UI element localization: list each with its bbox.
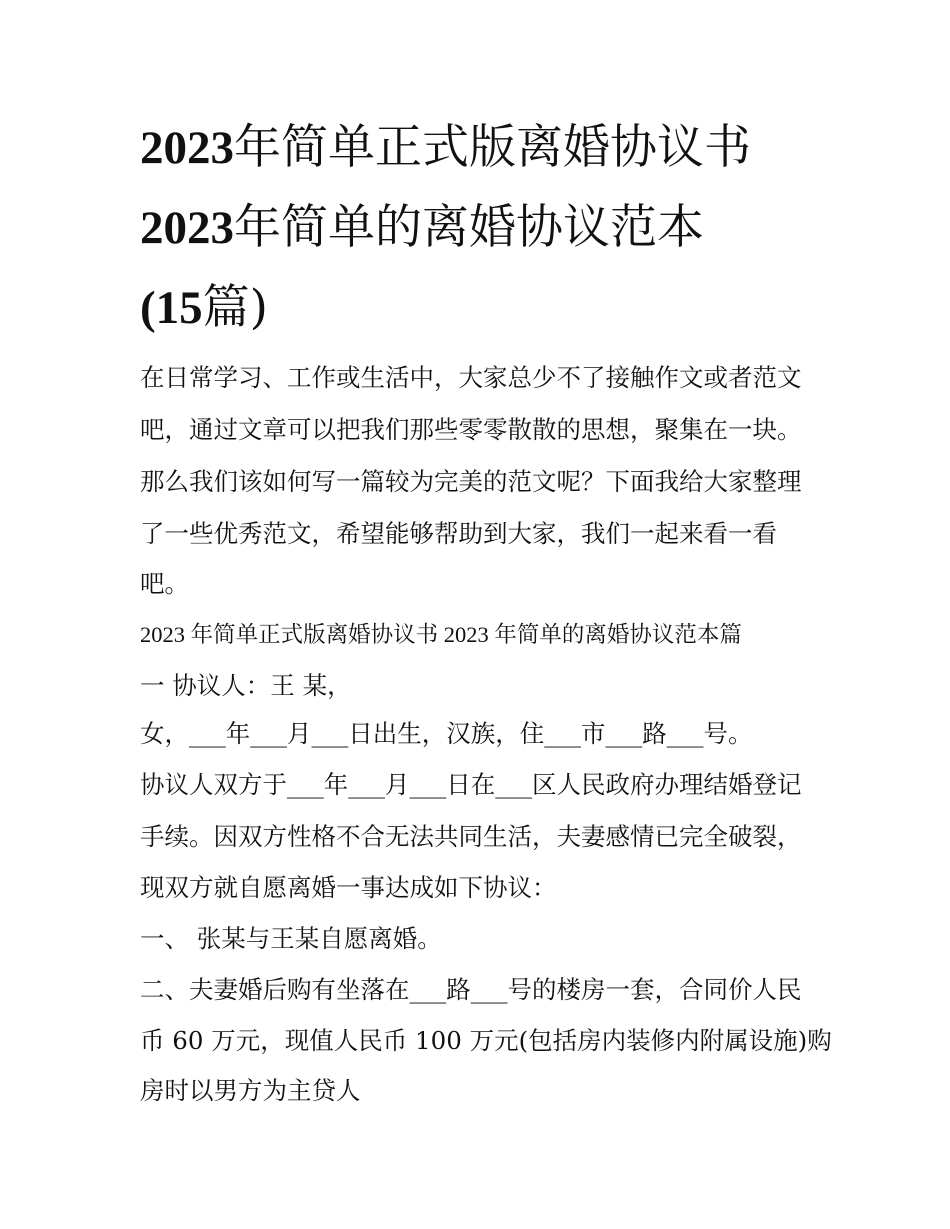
body-line: 协议人双方于___年___月___日在___区人民政府办理结婚登记 bbox=[140, 770, 802, 799]
body-line: 一 协议人：王 某， bbox=[140, 671, 352, 700]
body-line: 现双方就自愿离婚一事达成如下协议： bbox=[140, 873, 557, 902]
document-title-line-2 bbox=[140, 200, 830, 255]
body-line: 二、夫妻婚后购有坐落在___路___号的楼房一套，合同价人民 bbox=[140, 975, 802, 1004]
title-count: (15 bbox=[140, 282, 203, 334]
body-line: 女，___年___月___日出生，汉族，住___市___路___号。 bbox=[140, 719, 753, 748]
document-title-line-3 bbox=[140, 280, 830, 335]
title-year-2: 2023 bbox=[140, 202, 234, 254]
body-line: 币 60 万元，现值人民币 100 万元(包括房内装修内附属设施)购 bbox=[140, 1026, 832, 1055]
body-line: 一、 张某与王某自愿离婚。 bbox=[140, 924, 442, 953]
title-year-1: 2023 bbox=[140, 122, 234, 174]
title-text-3: 篇) bbox=[202, 280, 268, 335]
body-line: 房时以男方为主贷人 bbox=[140, 1076, 361, 1105]
title-text-2: 年简单的离婚协议范本 bbox=[234, 200, 704, 255]
section-heading-line: 2023 年简单正式版离婚协议书 2023 年简单的离婚协议范本篇 bbox=[140, 622, 742, 647]
intro-line: 吧。 bbox=[140, 569, 189, 598]
intro-line: 那么我们该如何写一篇较为完美的范文呢？下面我给大家整理 bbox=[140, 467, 802, 496]
intro-line: 吧，通过文章可以把我们那些零零散散的思想，聚集在一块。 bbox=[140, 415, 802, 444]
title-text-1: 年简单正式版离婚协议书 bbox=[234, 120, 751, 175]
intro-line: 了一些优秀范文，希望能够帮助到大家，我们一起来看一看 bbox=[140, 519, 777, 548]
body-line: 手续。因双方性格不合无法共同生活，夫妻感情已完全破裂， bbox=[140, 822, 802, 851]
intro-line: 在日常学习、工作或生活中，大家总少不了接触作文或者范文 bbox=[140, 363, 802, 392]
document-title-line-1 bbox=[140, 120, 830, 175]
